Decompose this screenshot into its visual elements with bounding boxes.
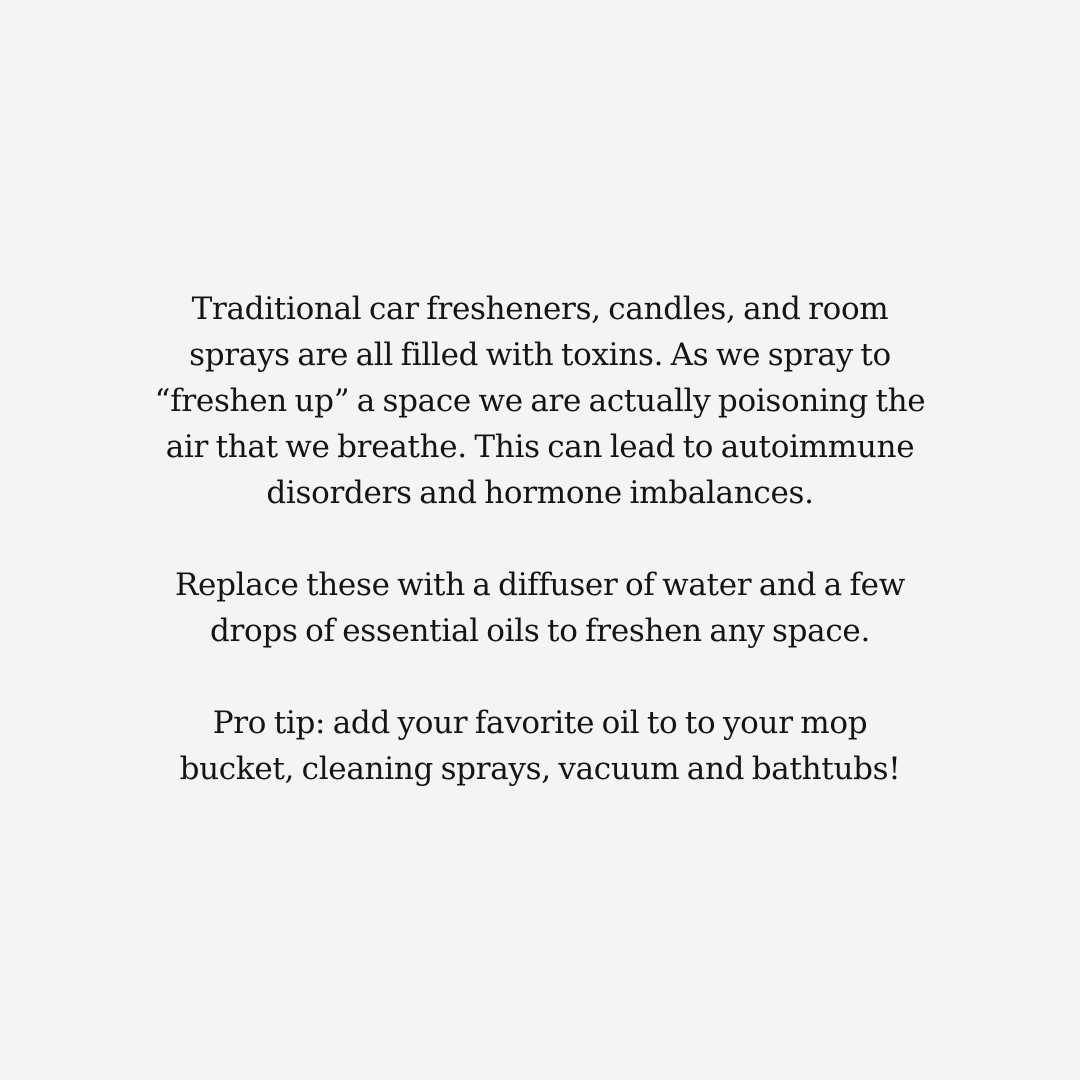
text-line: Replace these with a diffuser of water and a few — [175, 567, 905, 603]
text-line: bucket, cleaning sprays, vacuum and bathtubs! — [179, 751, 901, 787]
text-line: air that we breathe. This can lead to autoimmune — [165, 429, 915, 465]
paragraph-replace — [100, 562, 980, 654]
post-text-block — [100, 286, 980, 792]
paragraph-pro-tip — [100, 700, 980, 792]
paragraph-spacer — [100, 516, 980, 562]
text-line: disorders and hormone imbalances. — [266, 475, 814, 511]
text-line: drops of essential oils to freshen any space. — [209, 613, 871, 649]
text-line: Pro tip: add your favorite oil to to your mop — [212, 705, 868, 741]
paragraph-spacer — [100, 654, 980, 700]
text-line: sprays are all filled with toxins. As we spray to — [189, 337, 891, 373]
text-line: “freshen up” a space we are actually poisoning the — [154, 383, 926, 419]
text-line: Traditional car fresheners, candles, and room — [191, 291, 889, 327]
paragraph-toxins — [100, 286, 980, 516]
